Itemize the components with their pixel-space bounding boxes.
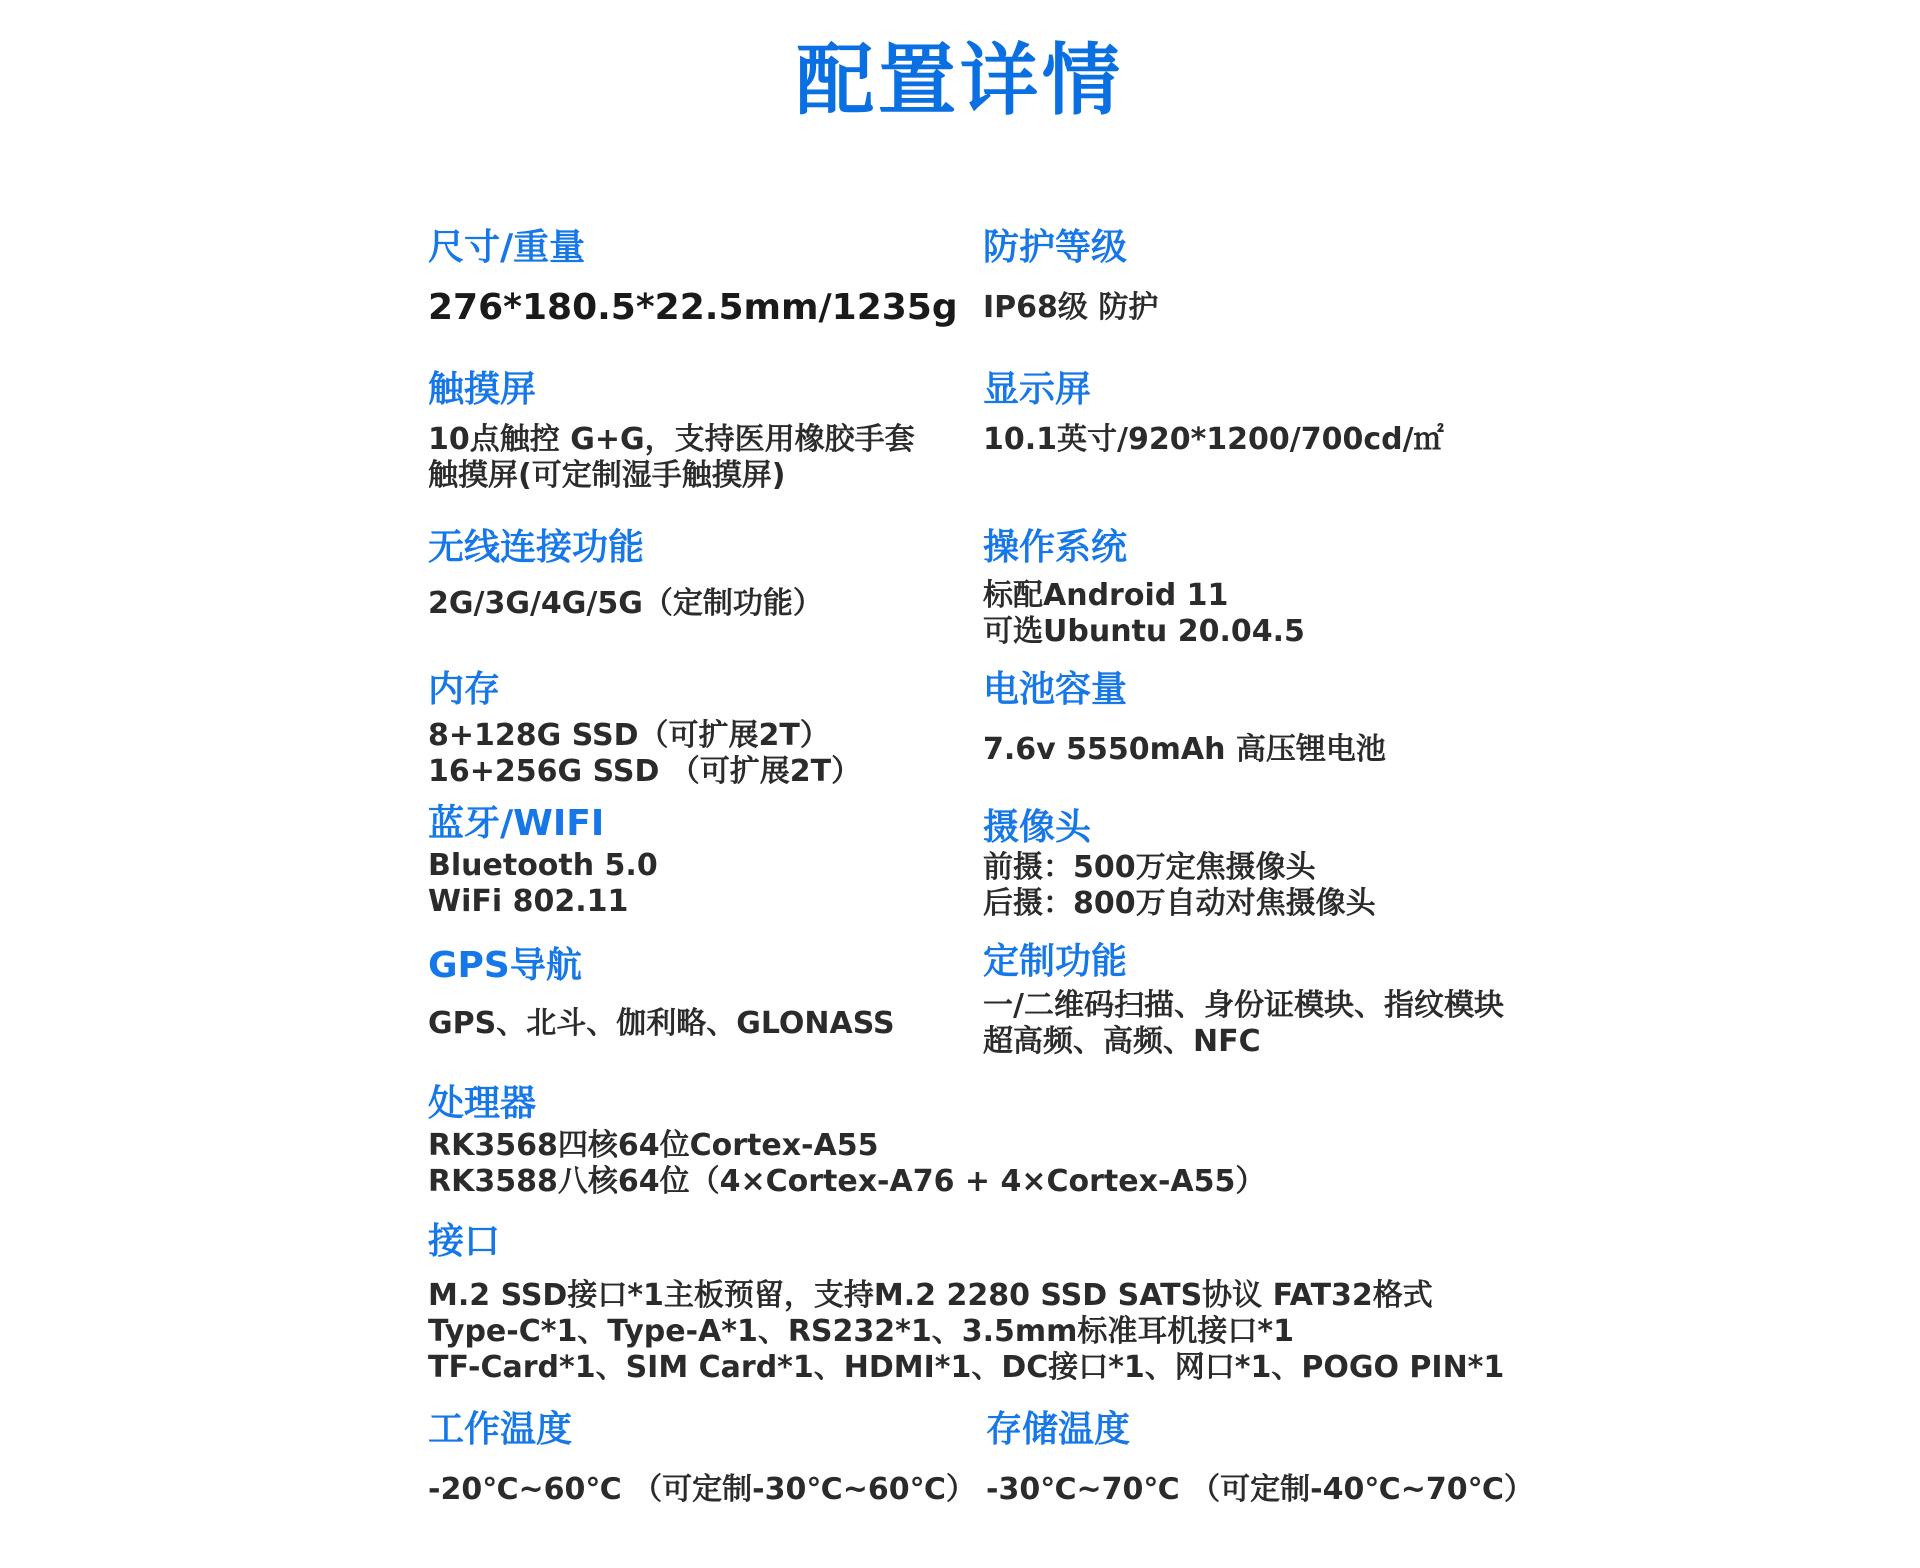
spec-label: 尺寸/重量 bbox=[428, 227, 586, 268]
spec-label: 接口 bbox=[428, 1221, 501, 1262]
spec-touchscreen bbox=[428, 368, 915, 494]
spec-gps bbox=[428, 944, 895, 1042]
spec-value: 2G/3G/4G/5G（定制功能） bbox=[428, 586, 823, 621]
spec-label: 摄像头 bbox=[983, 807, 1092, 848]
spec-value: M.2 SSD接口*1主板预留，支持M.2 2280 SSD SATS协议 FAT32格式 Type-C*1、Type-A*1、RS232*1、3.5mm标准耳机接口*1 TF-Card*1、SIM Card*1、HDMI*1、DC接口*1、网口*1、POGO PIN*1 bbox=[428, 1278, 1505, 1385]
spec-value: IP68级 防护 bbox=[983, 290, 1159, 325]
spec-value: -20℃~60℃ （可定制-30℃~60℃） bbox=[428, 1472, 976, 1507]
spec-display bbox=[983, 368, 1444, 458]
spec-value: Bluetooth 5.0 WiFi 802.11 bbox=[428, 848, 658, 919]
spec-custom bbox=[983, 940, 1504, 1060]
spec-value: RK3568四核64位Cortex-A55 RK3588八核64位（4×Cortex-A76 + 4×Cortex-A55） bbox=[428, 1128, 1266, 1199]
spec-value: 一/二维码扫描、身份证模块、指纹模块 超高频、高频、NFC bbox=[983, 988, 1504, 1059]
spec-memory bbox=[428, 668, 861, 790]
spec-label: 电池容量 bbox=[983, 669, 1128, 710]
spec-bluetooth-wifi bbox=[428, 802, 658, 920]
spec-label: 处理器 bbox=[428, 1083, 537, 1124]
spec-value: 7.6v 5550mAh 高压锂电池 bbox=[983, 732, 1386, 767]
spec-label: 存储温度 bbox=[986, 1409, 1131, 1450]
spec-label: GPS导航 bbox=[428, 945, 582, 986]
spec-label: 触摸屏 bbox=[428, 369, 537, 410]
page-title: 配置详情 bbox=[795, 36, 1124, 126]
spec-battery bbox=[983, 668, 1386, 768]
spec-wireless bbox=[428, 526, 823, 622]
spec-camera bbox=[983, 806, 1376, 922]
spec-value: GPS、北斗、伽利略、GLONASS bbox=[428, 1006, 895, 1041]
spec-value: 10点触控 G+G，支持医用橡胶手套 触摸屏(可定制湿手触摸屏) bbox=[428, 422, 915, 493]
spec-value: 8+128G SSD（可扩展2T） 16+256G SSD （可扩展2T） bbox=[428, 718, 862, 789]
spec-label: 定制功能 bbox=[983, 941, 1128, 982]
spec-processor bbox=[428, 1082, 1265, 1200]
spec-label: 无线连接功能 bbox=[428, 527, 645, 568]
spec-label: 内存 bbox=[428, 669, 501, 710]
spec-label: 显示屏 bbox=[983, 369, 1092, 410]
spec-label: 蓝牙/WIFI bbox=[428, 803, 605, 844]
spec-value: 标配Android 11 可选Ubuntu 20.04.5 bbox=[983, 578, 1305, 649]
spec-label: 防护等级 bbox=[983, 227, 1128, 268]
spec-value: -30℃~70℃ （可定制-40℃~70℃） bbox=[986, 1472, 1534, 1507]
spec-value: 276*180.5*22.5mm/1235g bbox=[428, 287, 958, 328]
spec-interfaces bbox=[428, 1220, 1504, 1386]
spec-work-temp bbox=[428, 1408, 976, 1508]
spec-value: 前摄：500万定焦摄像头 后摄：800万自动对焦摄像头 bbox=[983, 850, 1376, 921]
spec-os bbox=[983, 526, 1305, 650]
spec-label: 操作系统 bbox=[983, 527, 1128, 568]
spec-value: 10.1英寸/920*1200/700cd/㎡ bbox=[983, 422, 1444, 457]
spec-label: 工作温度 bbox=[428, 1409, 573, 1450]
spec-protection bbox=[983, 226, 1158, 326]
spec-size-weight bbox=[428, 226, 958, 330]
spec-storage-temp bbox=[986, 1408, 1534, 1508]
